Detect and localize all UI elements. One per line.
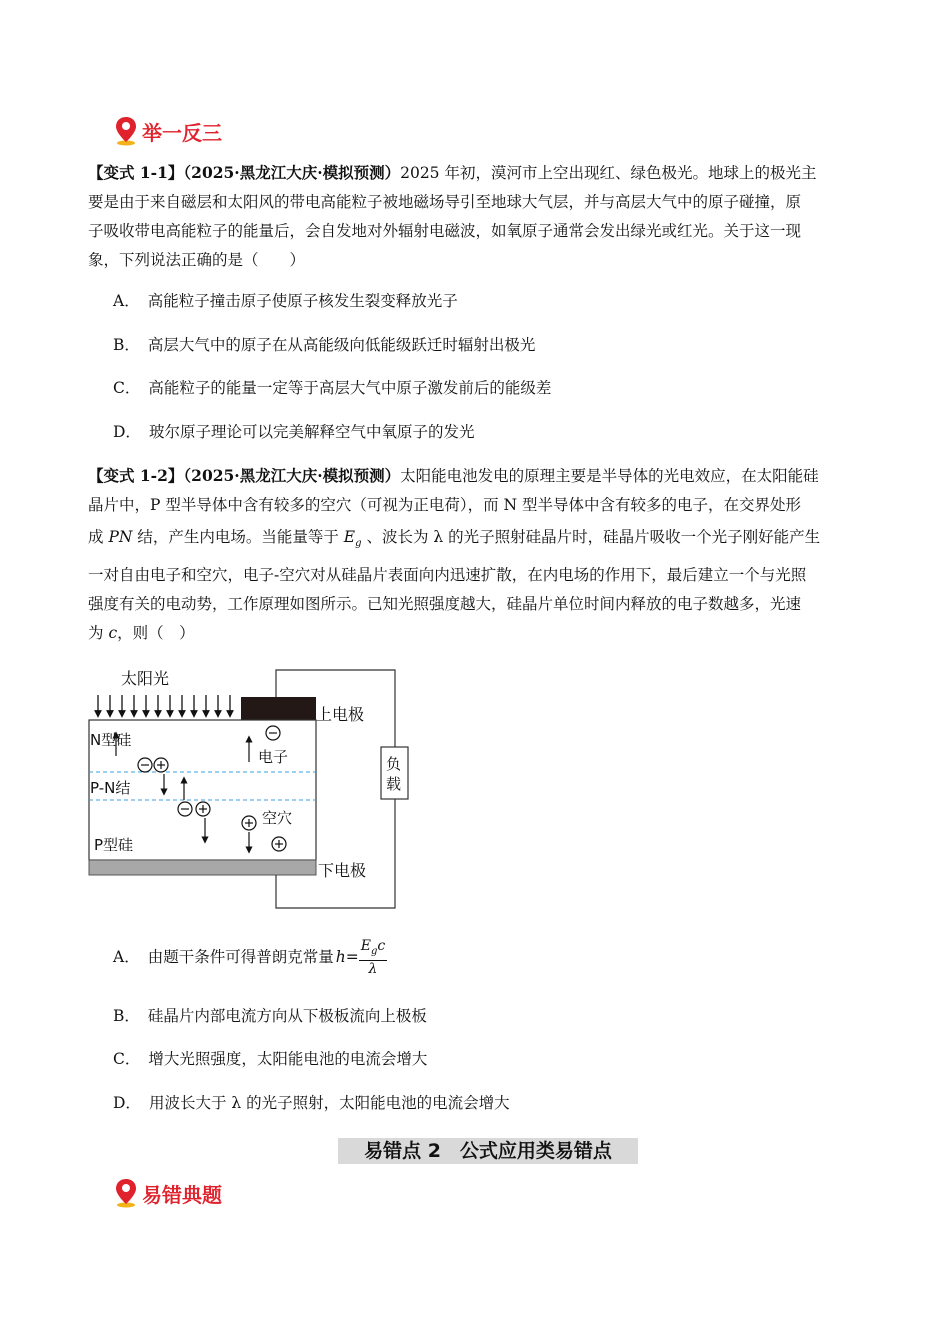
bottom-electrode-label: 下电极 <box>318 861 367 880</box>
option-text: 高能粒子的能量一定等于高层大气中原子激发前后的能级差 <box>148 379 552 397</box>
option-letter: C． <box>113 379 141 397</box>
hole-label: 空穴 <box>262 809 293 827</box>
q12-stem: 成 <box>88 528 109 546</box>
question-1-2 <box>88 461 860 648</box>
top-electrode <box>241 697 316 720</box>
q12-stem: ，则（ ） <box>117 624 195 643</box>
num-c: c <box>377 938 386 954</box>
q11-line-1 <box>88 158 860 188</box>
q12-stem: 结，产生内电场。当能量等于 <box>132 528 344 546</box>
map-pin-icon <box>114 116 138 146</box>
question-1-1 <box>88 158 860 275</box>
h-symbol: h <box>335 948 346 967</box>
q12-option-b[interactable] <box>113 1005 427 1027</box>
bottom-electrode <box>89 860 316 875</box>
q11-stem: 2025 年初，漠河市上空出现红、绿色极光。地球上的极光主 <box>400 164 817 182</box>
q12-option-c[interactable] <box>113 1048 427 1070</box>
q11-option-c[interactable] <box>113 377 551 399</box>
pn-label: P-N结 <box>90 779 131 797</box>
q12-option-a[interactable] <box>113 938 387 977</box>
electron-label: 电子 <box>258 748 289 766</box>
option-letter: A． <box>113 948 140 967</box>
option-letter: C． <box>113 1050 141 1068</box>
q12-stem: 为 <box>88 624 109 643</box>
option-text: 高层大气中的原子在从高能级向低能级跃迁时辐射出极光 <box>147 336 536 354</box>
option-text: 用波长大于 λ 的光子照射，太阳能电池的电流会增大 <box>148 1094 510 1112</box>
option-text: 硅晶片内部电流方向从下极板流向上极板 <box>147 1007 427 1025</box>
section-title: 举一反三 <box>142 120 222 145</box>
q12-stem: 强度有关的电动势，工作原理如图所示。已知光照强度越大，硅晶片单位时间内释放的电子数越多，光速 <box>88 595 802 614</box>
q12-stem: 太阳能电池发电的原理主要是半导体的光电效应，在太阳能硅 <box>400 467 819 485</box>
option-text: 增大光照强度，太阳能电池的电流会增大 <box>148 1050 428 1068</box>
q11-source: （2025·黑龙江大庆·模拟预测） <box>183 163 401 182</box>
fraction-numerator <box>359 938 387 961</box>
num-e: E <box>360 938 371 954</box>
eg-symbol <box>343 528 362 550</box>
pn-symbol: PN <box>108 528 133 546</box>
p-si-label: P型硅 <box>94 836 134 854</box>
solar-cell-diagram <box>86 662 416 912</box>
q11-tag: 【变式 1-1】 <box>88 163 184 182</box>
option-letter: A． <box>113 292 140 310</box>
q12-option-d[interactable] <box>113 1092 510 1114</box>
q12-source: （2025·黑龙江大庆·模拟预测） <box>183 466 401 485</box>
eg-e: E <box>343 528 356 546</box>
sunlight-label: 太阳光 <box>121 669 170 688</box>
q11-option-d[interactable] <box>113 421 474 443</box>
option-letter: B． <box>113 336 140 354</box>
top-electrode-label: 上电极 <box>316 705 365 724</box>
c-symbol: c <box>108 624 118 643</box>
q11-stem: 要是由于来自磁层和太阳风的带电高能粒子被地磁场导引至地球大气层，并与高层大气中的原子碰撞，原 <box>88 193 802 211</box>
option-text: 玻尔原子理论可以完美解释空气中氧原子的发光 <box>148 423 475 441</box>
q12-stem: 晶片中，P 型半导体中含有较多的空穴（可视为正电荷），而 N 型半导体中含有较多的电子，在交界处形 <box>88 496 802 514</box>
fraction-denominator: λ <box>368 960 378 977</box>
equals-sign: = <box>345 948 359 967</box>
option-text: 高能粒子撞击原子使原子核发生裂变释放光子 <box>147 292 458 310</box>
section-title-error-point-2: 易错点 2 公式应用类易错点 <box>338 1138 638 1164</box>
map-pin-icon <box>114 1178 138 1208</box>
option-text: 由题干条件可得普朗克常量 <box>147 948 334 967</box>
formula-fraction <box>359 938 387 977</box>
num-sub: g <box>370 945 378 957</box>
q11-option-b[interactable] <box>113 334 535 356</box>
q12-tag: 【变式 1-2】 <box>88 466 184 485</box>
q12-stem: 、波长为 λ 的光子照射硅晶片时，硅晶片吸收一个光子刚好能产生 <box>361 528 821 546</box>
q11-stem: 子吸收带电高能粒子的能量后，会自发地对外辐射电磁波，如氧原子通常会发出绿光或红光。关于这一现 <box>88 222 802 240</box>
q11-stem: 象，下列说法正确的是（ ） <box>88 251 306 269</box>
q11-option-a[interactable] <box>113 290 458 312</box>
sunlight-arrows <box>98 695 230 714</box>
eg-sub: g <box>355 538 362 550</box>
section-header-yicuo <box>114 1178 222 1208</box>
load-label: 载 <box>386 775 402 793</box>
option-letter: D． <box>113 1094 141 1112</box>
option-letter: D． <box>113 423 141 441</box>
option-letter: B． <box>113 1007 140 1025</box>
n-si-label: N型硅 <box>90 731 132 749</box>
section-title: 易错典题 <box>142 1182 222 1207</box>
q12-stem: 一对自由电子和空穴，电子-空穴对从硅晶片表面向内迅速扩散，在内电场的作用下，最后建立一个与光照 <box>88 566 807 585</box>
section-header-jyfs <box>114 116 222 146</box>
load-label: 负 <box>386 755 402 773</box>
